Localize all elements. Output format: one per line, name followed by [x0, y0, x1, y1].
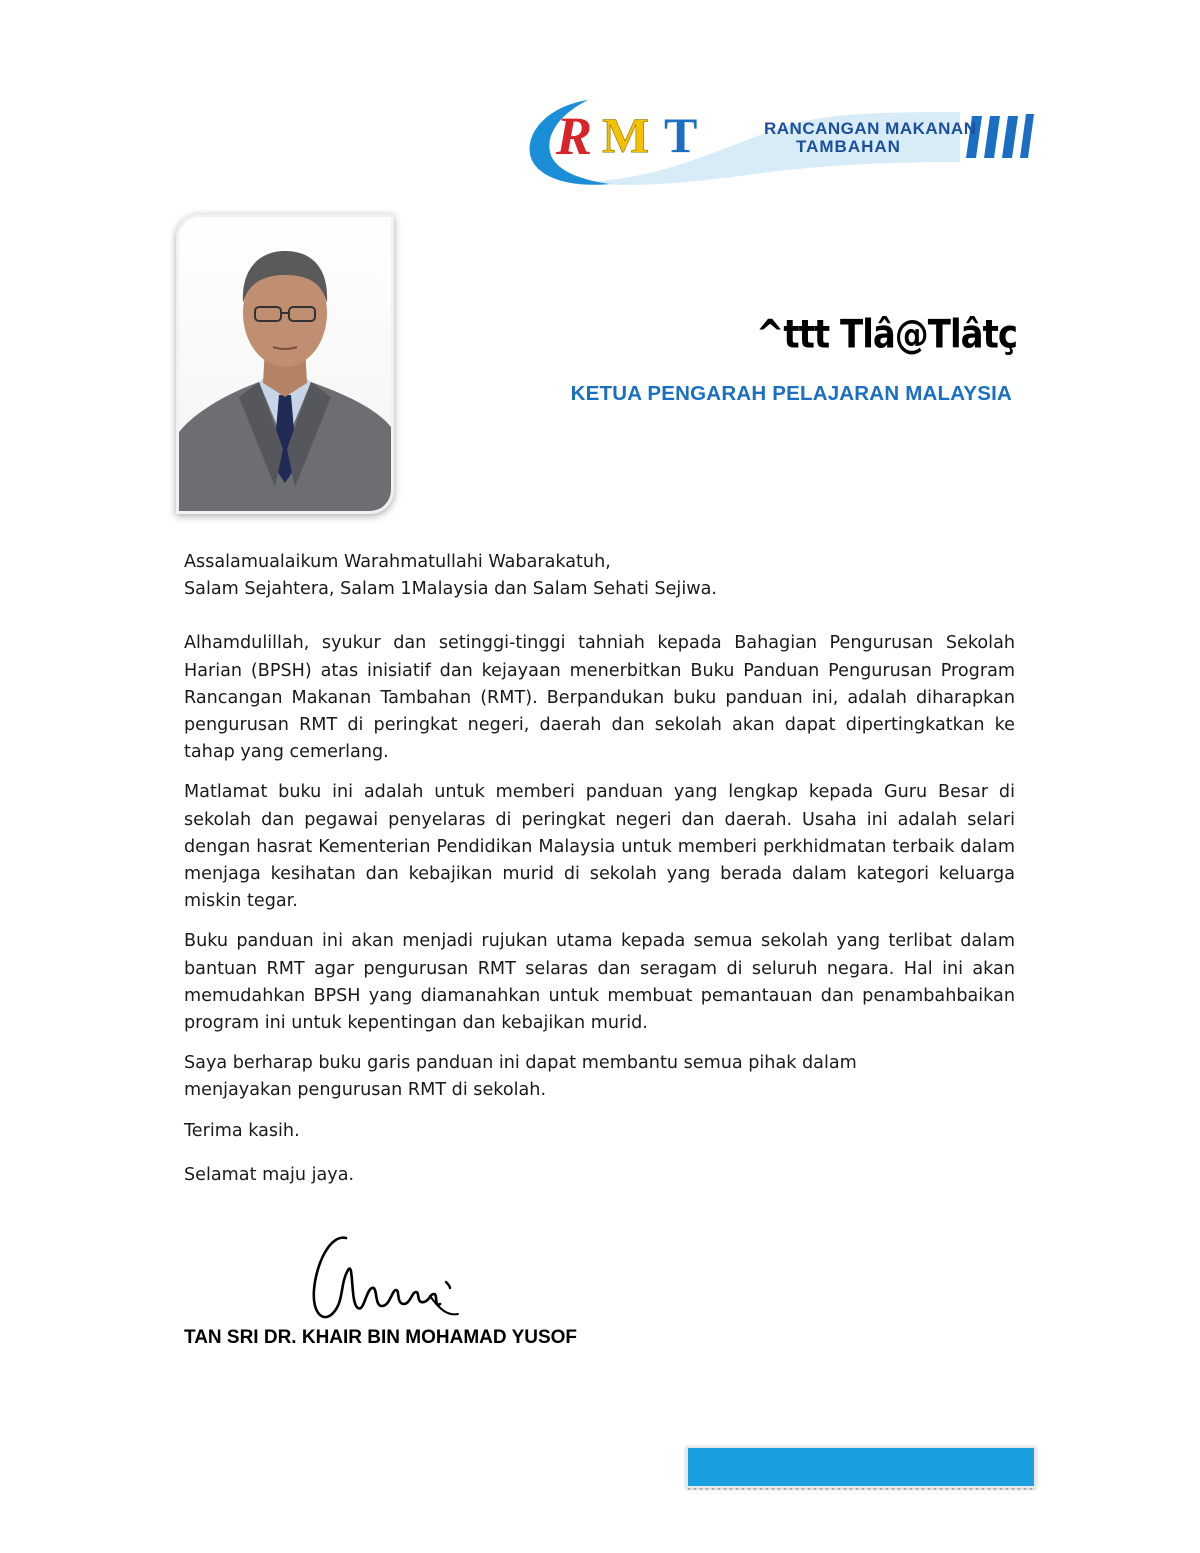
signer-name: TAN SRI DR. KHAIR BIN MOHAMAD YUSOF — [184, 1327, 578, 1348]
paragraph-2: Matlamat buku ini adalah untuk memberi panduan yang lengkap kepada Guru Besar di sekolah dan pegawai penyelaras di peringkat negeri dan daerah. Usaha ini adalah selari dengan hasrat Kementerian Pendidikan Malaysia untuk memberi perkhidmatan terbaik dalam menjaga kesihatan dan kebajikan murid di sekolah yang berada dalam kategori keluarga miskin tegar. — [184, 782, 1015, 912]
portrait-photo — [176, 214, 394, 514]
position-title: KETUA PENGARAH PELAJARAN MALAYSIA — [570, 382, 1012, 405]
logo-line2: TAMBAHAN — [796, 137, 901, 156]
letter-body — [184, 549, 1015, 1206]
footer-dotted-line — [686, 1486, 1034, 1492]
closing-thanks: Terima kasih. — [184, 1120, 300, 1141]
logo-line1: RANCANGAN MAKANAN — [764, 119, 977, 138]
greeting-line2: Salam Sejahtera, Salam 1Malaysia dan Salam Sehati Sejiwa. — [184, 579, 717, 600]
paragraph-3: Buku panduan ini akan menjadi rujukan utama kepada semua sekolah yang terlibat dalam bantuan RMT agar pengurusan RMT selaras dan seragam di seluruh negara. Hal ini akan memudahkan BPSH yang diamanahkan untuk membuat pemantauan dan penambahbaikan program ini untuk kepentingan dan kebajikan murid. — [184, 931, 1015, 1034]
rmt-logo — [520, 92, 1040, 192]
closing-wish: Selamat maju jaya. — [184, 1164, 355, 1185]
paragraph-1: Alhamdulillah, syukur dan setinggi-tinggi tahniah kepada Bahagian Pengurusan Sekolah Harian (BPSH) atas inisiatif dan kejayaan menerbitkan Buku Panduan Pengurusan Program Rancangan Makanan Tambahan (RMT). Berpandukan buku panduan ini, adalah diharapkan pengurusan RMT di peringkat negeri, daerah dan sekolah akan dapat dipertingkatkan ke tahap yang cemerlang. — [184, 633, 1015, 763]
paragraph-4: Saya berharap buku garis panduan ini dapat membantu semua pihak dalam menjayakan pengurusan RMT di sekolah. — [184, 1053, 857, 1101]
logo-letter-r: R — [556, 106, 593, 166]
greeting-line1: Assalamualaikum Warahmatullahi Wabarakatuh, — [184, 552, 611, 572]
handwritten-signature — [300, 1224, 470, 1334]
logo-letter-m: M — [602, 107, 650, 163]
footer-bar — [686, 1446, 1036, 1488]
logo-letter-t: T — [664, 107, 698, 163]
decorative-heading: ^ttt Tlâ@Tlâtç — [755, 312, 1017, 358]
greeting — [184, 549, 1015, 603]
